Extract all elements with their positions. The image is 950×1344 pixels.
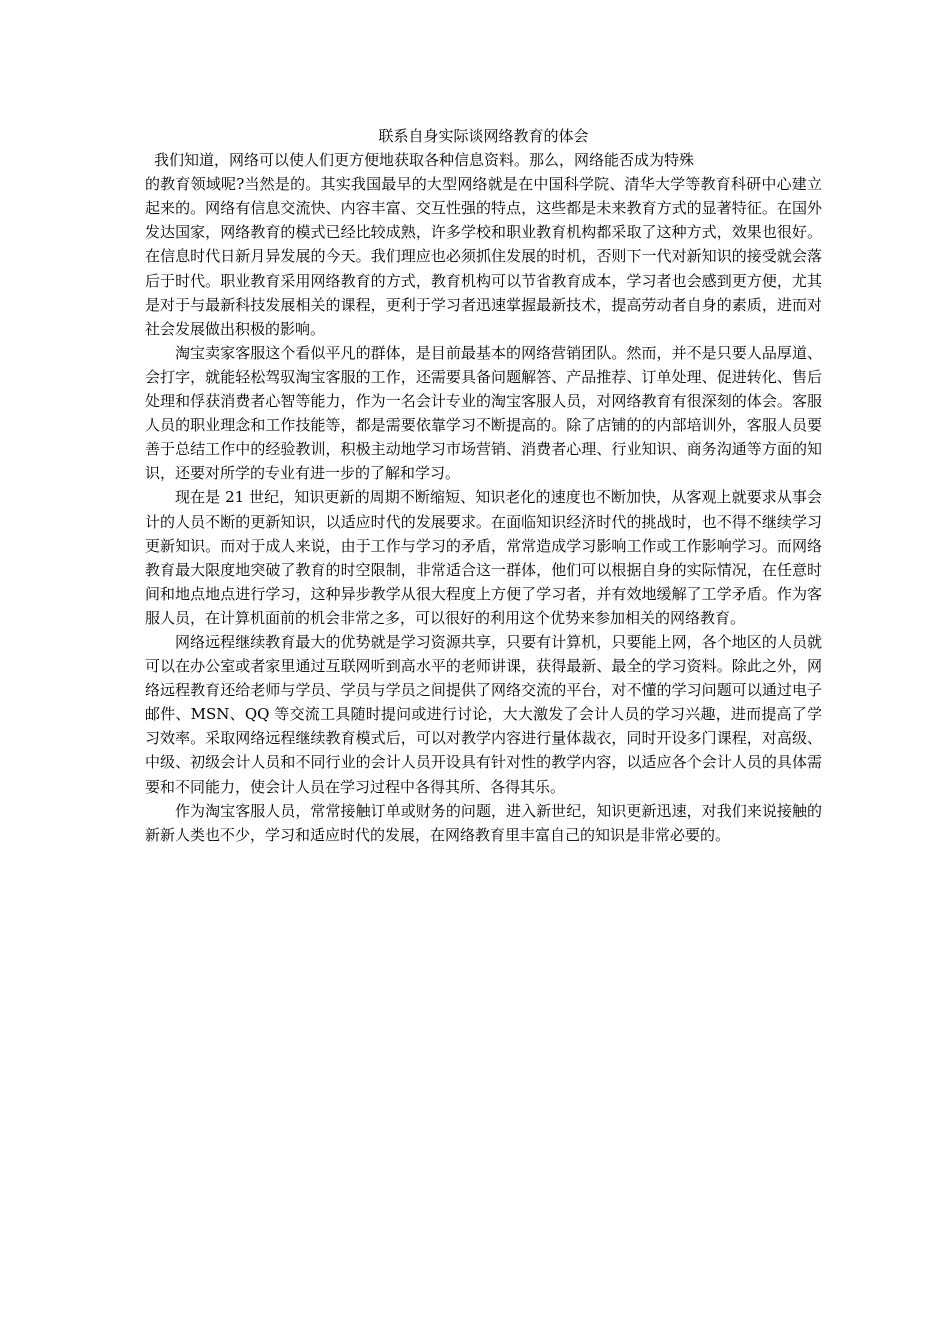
paragraph-1-body: 的教育领域呢?当然是的。其实我国最早的大型网络就是在中国科学院、清华大学等教育科研中心建立起来的。网络有信息交流快、内容丰富、交互性强的特点，这些都是未来教育方式的显著特征。在国外发达国家，网络教育的模式已经比较成熟，许多学校和职业教育机构都采取了这种方式，效果也很好。在信息时代日新月异发展的今天。我们理应也必须抓住发展的时机，否则下一代对新知识的接受就会落后于时代。职业教育采用网络教育的方式，教育机构可以节省教育成本，学习者也会感到更方便，尤其是对于与最新科技发展相关的课程，更利于学习者迅速掌握最新技术，提高劳动者自身的素质，进而对社会发展做出积极的影响。 [145, 175, 822, 338]
paragraph-1-first-line: 我们知道，网络可以使人们更方便地获取各种信息资料。那么，网络能否成为特殊 [154, 151, 695, 170]
paragraph-5: 作为淘宝客服人员，常常接触订单或财务的问题，进入新世纪，知识更新迅速，对我们来说接触的新新人类也不少，学习和适应时代的发展，在网络教育里丰富自己的知识是非常必要的。 [145, 801, 822, 844]
paragraph-2: 淘宝卖家客服这个看似平凡的群体，是目前最基本的网络营销团队。然而，并不是只要人品厚道、会打字，就能轻松驾驭淘宝客服的工作，还需要具备问题解答、产品推荐、订单处理、促进转化、售后处理和俘获消费者心智等能力，作为一名会计专业的淘宝客服人员，对网络教育有很深刻的体会。客服人员的职业理念和工作技能等，都是需要依靠学习不断提高的。除了店铺的的内部培训外，客服人员要善于总结工作中的经验教训，积极主动地学习市场营销、消费者心理、行业知识、商务沟通等方面的知识，还要对所学的专业有进一步的了解和学习。 [145, 343, 822, 483]
paragraph-1 [145, 148, 822, 341]
document-title: 联系自身实际谈网络教育的体会 [378, 127, 589, 145]
paragraph-4: 网络远程继续教育最大的优势就是学习资源共享，只要有计算机，只要能上网，各个地区的人员就可以在办公室或者家里通过互联网听到高水平的老师讲课，获得最新、最全的学习资料。除此之外，网络远程教育还给老师与学员、学员与学员之间提供了网络交流的平台，对不懂的学习问题可以通过电子邮件、MSN、QQ 等交流工具随时提问或进行讨论，大大激发了会计人员的学习兴趣，进而提高了学习效率。采取网络远程继续教育模式后，可以对教学内容进行量体裁衣，同时开设多门课程，对高级、中级、初级会计人员和不同行业的会计人员开设具有针对性的教学内容，以适应各个会计人员的具体需要和不同能力，使会计人员在学习过程中各得其所、各得其乐。 [145, 632, 822, 796]
document-page [145, 124, 822, 847]
paragraph-3: 现在是 21 世纪，知识更新的周期不断缩短、知识老化的速度也不断加快，从客观上就要求从事会计的人员不断的更新知识，以适应时代的发展要求。在面临知识经济时代的挑战时，也不得不继续学习更新知识。而对于成人来说，由于工作与学习的矛盾，常常造成学习影响工作或工作影响学习。而网络教育最大限度地突破了教育的时空限制，非常适合这一群体，他们可以根据自身的实际情况，在任意时间和地点地点进行学习，这种异步教学从很大程度上方便了学习者，并有效地缓解了工学矛盾。作为客服人员，在计算机面前的机会非常之多，可以很好的利用这个优势来参加相关的网络教育。 [145, 488, 822, 627]
